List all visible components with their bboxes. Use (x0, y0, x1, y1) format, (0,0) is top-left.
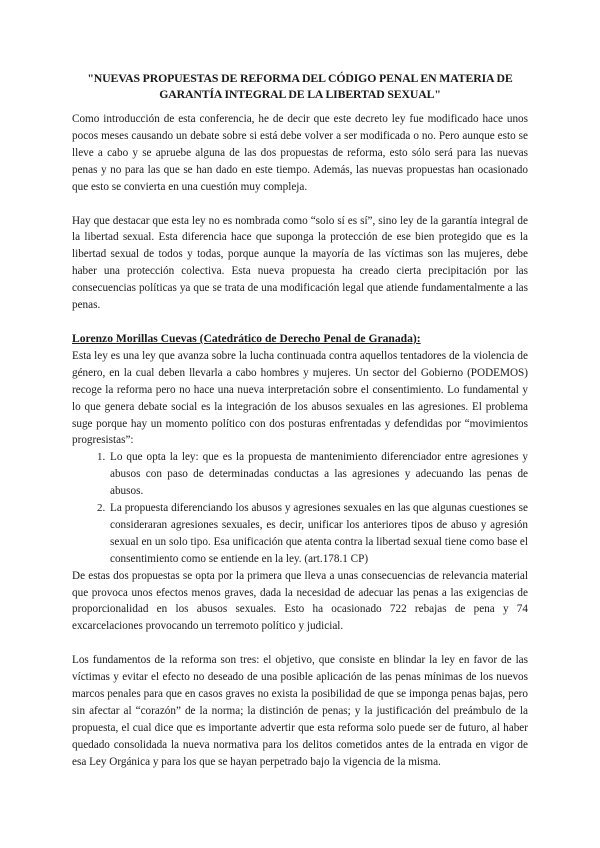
after-list-paragraph: De estas dos propuestas se opta por la primera que lleva a unas consecuencias de relevancia material que provoca unos efectos menos graves, dada la necesidad de adecuar las penas a las exigencias de proporcionalidad en los abusos sexuales. Esto ha ocasionado 722 rebajas de pena y 74 excarcelaciones provocando un terremoto político y judicial. (72, 569, 528, 633)
document-title: "NUEVAS PROPUESTAS DE REFORMA DEL CÓDIGO PENAL EN MATERIA DE GARANTÍA INTEGRAL DE LA LIBERTAD SEXUAL" (87, 71, 513, 101)
section-body-paragraph: Esta ley es una ley que avanza sobre la lucha continuada contra aquellos tentadores de la violencia de género, en la cual deben llevarla a cabo hombres y mujeres. Un sector del Gobierno (PODEMOS) recoge la reforma pero no hace una nueva interpretación sobre el consentimiento. Lo fundamental y lo que genera debate social es la integración de los abusos sexuales en las agresiones. El problema suge porque hay un momento político con dos posturas enfrentadas y defendidas por “movimientos progresistas”: (72, 349, 528, 447)
second-paragraph: Hay que destacar que esta ley no es nombrada como “solo sí es sí”, sino ley de la garantía integral de la libertad sexual. Esta diferencia hace que suponga la protección de ese bien protegido que es la libertad sexual de todos y todas, porque aunque la mayoría de las víctimas son las mujeres, debe haber una protección colectiva. Esta nueva propuesta ha creado cierta precipitación por las consecuencias políticas ya que se trata de una modificación legal que atiende fundamentalmente a las penas. (72, 214, 528, 312)
list-item: 1. Lo que opta la ley: que es la propuesta de mantenimiento diferenciador entre agresiones y abusos con paso de determinadas conductas a las agresiones y adecuando las penas de abusos. (108, 449, 528, 500)
intro-paragraph: Como introducción de esta conferencia, he de decir que este decreto ley fue modificado hace unos pocos meses causando un debate sobre si está debe volver a ser modificada o no. Pero aunque esto se lleve a cabo y se apruebe alguna de las dos propuestas de reforma, esto sólo será para las nuevas penas y no para las que se han dado en este tiempo. Además, las nuevas propuestas han ocasionado que esto se convierta en una cuestión muy compleja. (72, 113, 528, 193)
section-heading: Lorenzo Morillas Cuevas (Catedrático de Derecho Penal de Granada): (72, 331, 421, 345)
closing-paragraph: Los fundamentos de la reforma son tres: el objetivo, que consiste en blindar la ley en favor de las víctimas y evitar el efecto no deseado de una posible aplicación de las penas mínimas de los nuevos marcos penales para que en casos graves no exista la posibilidad de que se imponga penas bajas, pero sin afectar al “corazón” de la norma; la distinción de penas; y la justificación del preámbulo de la propuesta, el cual dice que es importante advertir que esta reforma solo puede ser de futuro, al haber quedado consolidada la nueva normativa para los delitos cometidos antes de la entrada en vigor de esa Ley Orgánica y para los que se hayan perpetrado bajo la vigencia de la misma. (72, 654, 528, 768)
document-page (72, 70, 528, 771)
proposals-list (72, 449, 528, 567)
list-item: 2. La propuesta diferenciando los abusos y agresiones sexuales en las que algunas cuestiones se consideraran agresiones sexuales, es decir, unificar los anteriores tipos de abuso y agresión sexual en un solo tipo. Esa unificación que atenta contra la libertad sexual tiene como base el consentimiento como se entiende en la ley. (art.178.1 CP) (108, 500, 528, 568)
